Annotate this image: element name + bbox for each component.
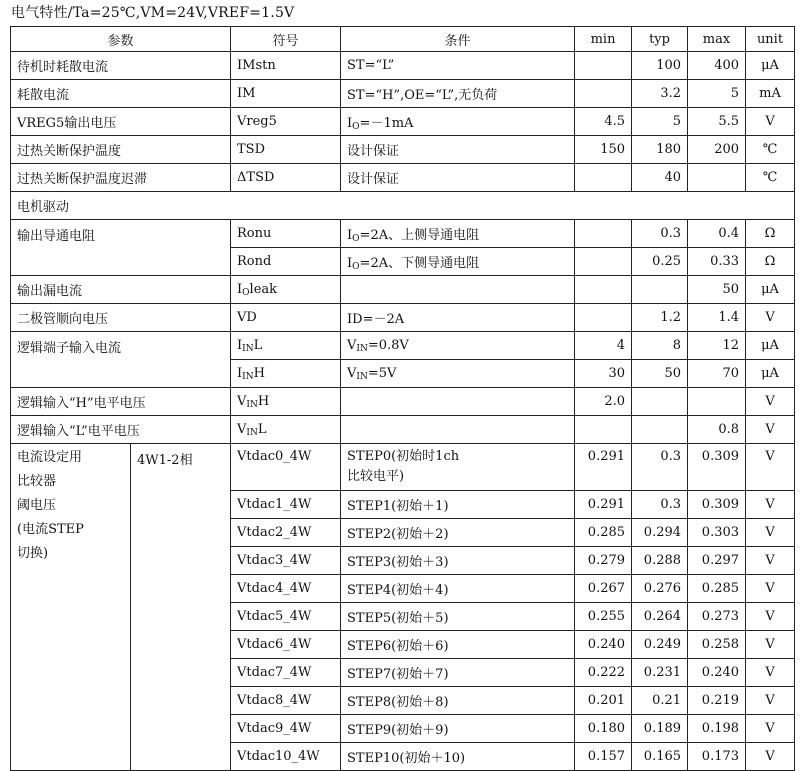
condition-cell: STEP6(初始＋6) — [341, 631, 575, 659]
min-cell: 2.0 — [575, 388, 632, 416]
symbol-cell: Rond — [231, 248, 341, 276]
max-cell: 0.173 — [688, 743, 746, 771]
typ-cell: 0.189 — [632, 715, 688, 743]
unit-cell: V — [746, 575, 795, 603]
symbol-cell: IMstn — [231, 52, 341, 80]
max-cell: 200 — [688, 136, 746, 164]
header-condition: 条件 — [341, 27, 575, 52]
table-row — [11, 164, 795, 192]
table-row — [11, 80, 795, 108]
condition-cell: 设计保证 — [341, 164, 575, 192]
unit-cell: V — [746, 519, 795, 547]
param-cell: 二极管顺向电压 — [11, 304, 231, 332]
symbol-cell: Vtdac5_4W — [231, 603, 341, 631]
condition-cell: 设计保证 — [341, 136, 575, 164]
condition-cell: $I_O=2A$、上侧导通电阻 — [341, 220, 575, 248]
max-cell: 0.285 — [688, 575, 746, 603]
section-row-motor-drive — [11, 192, 795, 220]
min-cell: 0.222 — [575, 659, 632, 687]
max-cell: 0.309 — [688, 444, 746, 491]
unit-cell: μA — [746, 52, 795, 80]
max-cell: 0.273 — [688, 603, 746, 631]
min-cell — [575, 220, 632, 248]
unit-cell: V — [746, 444, 795, 491]
unit-cell: Ω — [746, 248, 795, 276]
min-cell: 0.285 — [575, 519, 632, 547]
condition-cell: STEP4(初始＋4) — [341, 575, 575, 603]
electrical-characteristics-table — [10, 26, 795, 771]
symbol-cell: Vreg5 — [231, 108, 341, 136]
unit-cell: V — [746, 304, 795, 332]
min-cell: 0.279 — [575, 547, 632, 575]
condition-cell: STEP2(初始＋2) — [341, 519, 575, 547]
header-symbol: 符号 — [231, 27, 341, 52]
max-cell: 0.4 — [688, 220, 746, 248]
header-typ: typ — [632, 27, 688, 52]
condition-cell: STEP1(初始＋1) — [341, 491, 575, 519]
unit-cell: mA — [746, 80, 795, 108]
param-cell: 输出导通电阻 — [11, 220, 231, 276]
min-cell: 0.255 — [575, 603, 632, 631]
param-cell-vtdac: 电流设定用 比较器 阈电压 (电流STEP 切换) — [11, 444, 131, 771]
param-cell: VREG5输出电压 — [11, 108, 231, 136]
table-row — [11, 276, 795, 304]
max-cell: 5.5 — [688, 108, 746, 136]
symbol-cell: Vtdac4_4W — [231, 575, 341, 603]
min-cell: 0.267 — [575, 575, 632, 603]
unit-cell: μA — [746, 332, 795, 360]
typ-cell: 0.21 — [632, 687, 688, 715]
condition-cell — [341, 388, 575, 416]
unit-cell: V — [746, 547, 795, 575]
symbol-cell: $V_{IN}H$ — [231, 388, 341, 416]
table-row — [11, 304, 795, 332]
typ-cell: 0.3 — [632, 220, 688, 248]
table-row — [11, 388, 795, 416]
typ-cell: 0.264 — [632, 603, 688, 631]
typ-cell — [632, 388, 688, 416]
max-cell: 0.33 — [688, 248, 746, 276]
table-row — [11, 220, 795, 248]
max-cell: 1.4 — [688, 304, 746, 332]
min-cell — [575, 304, 632, 332]
min-cell — [575, 52, 632, 80]
section-title: 电机驱动 — [11, 192, 795, 220]
max-cell: 0.303 — [688, 519, 746, 547]
table-row — [11, 444, 795, 491]
unit-cell: Ω — [746, 220, 795, 248]
condition-cell: STEP9(初始＋9) — [341, 715, 575, 743]
table-row — [11, 416, 795, 444]
param-cell: 逻辑输入“H”电平电压 — [11, 388, 231, 416]
max-cell: 0.297 — [688, 547, 746, 575]
min-cell — [575, 248, 632, 276]
max-cell: 400 — [688, 52, 746, 80]
symbol-cell: IM — [231, 80, 341, 108]
min-cell: 30 — [575, 360, 632, 388]
condition-cell: $V_{IN}=5V$ — [341, 360, 575, 388]
typ-cell: 0.276 — [632, 575, 688, 603]
condition-cell: STEP5(初始＋5) — [341, 603, 575, 631]
param-cell: 过热关断保护温度 — [11, 136, 231, 164]
unit-cell: V — [746, 743, 795, 771]
symbol-cell: ΔTSD — [231, 164, 341, 192]
condition-cell: ST=“L” — [341, 52, 575, 80]
symbol-cell: Vtdac1_4W — [231, 491, 341, 519]
typ-cell: 0.249 — [632, 631, 688, 659]
param-cell: 过热关断保护温度迟滞 — [11, 164, 231, 192]
min-cell: 0.157 — [575, 743, 632, 771]
max-cell: 70 — [688, 360, 746, 388]
unit-cell: V — [746, 603, 795, 631]
max-cell: 0.240 — [688, 659, 746, 687]
page-title: 电气特性/Ta=25℃,VM=24V,VREF=1.5V — [11, 5, 295, 21]
condition-cell: STEP8(初始＋8) — [341, 687, 575, 715]
typ-cell — [632, 276, 688, 304]
min-cell — [575, 80, 632, 108]
typ-cell: 100 — [632, 52, 688, 80]
unit-cell: V — [746, 659, 795, 687]
symbol-cell: $I_{IN}L$ — [231, 332, 341, 360]
symbol-cell: $I_{IN}H$ — [231, 360, 341, 388]
min-cell — [575, 164, 632, 192]
table-row — [11, 52, 795, 80]
header-max: max — [688, 27, 746, 52]
param-cell: 待机时耗散电流 — [11, 52, 231, 80]
typ-cell — [632, 416, 688, 444]
min-cell: 0.240 — [575, 631, 632, 659]
typ-cell: 180 — [632, 136, 688, 164]
max-cell: 0.8 — [688, 416, 746, 444]
param-cell: 输出漏电流 — [11, 276, 231, 304]
unit-cell: V — [746, 631, 795, 659]
min-cell: 4.5 — [575, 108, 632, 136]
unit-cell: V — [746, 715, 795, 743]
min-cell: 0.180 — [575, 715, 632, 743]
param-cell: 耗散电流 — [11, 80, 231, 108]
condition-cell: STEP3(初始＋3) — [341, 547, 575, 575]
symbol-cell: Vtdac9_4W — [231, 715, 341, 743]
typ-cell: 0.3 — [632, 444, 688, 491]
table-row — [11, 136, 795, 164]
header-param: 参数 — [11, 27, 231, 52]
condition-cell: ID=－2A — [341, 304, 575, 332]
typ-cell: 1.2 — [632, 304, 688, 332]
typ-cell: 0.165 — [632, 743, 688, 771]
symbol-cell: Vtdac2_4W — [231, 519, 341, 547]
table-row — [11, 108, 795, 136]
condition-cell: $I_O=2A$、下侧导通电阻 — [341, 248, 575, 276]
min-cell: 150 — [575, 136, 632, 164]
header-unit: unit — [746, 27, 795, 52]
symbol-cell: $V_{IN}L$ — [231, 416, 341, 444]
symbol-cell: $I_Oleak$ — [231, 276, 341, 304]
typ-cell: 5 — [632, 108, 688, 136]
condition-cell — [341, 276, 575, 304]
symbol-cell: Vtdac0_4W — [231, 444, 341, 491]
symbol-cell: Vtdac3_4W — [231, 547, 341, 575]
unit-cell: V — [746, 687, 795, 715]
unit-cell: V — [746, 491, 795, 519]
min-cell: 4 — [575, 332, 632, 360]
param-cell: 逻辑端子输入电流 — [11, 332, 231, 388]
mode-cell: 4W1-2相 — [131, 444, 231, 771]
min-cell — [575, 276, 632, 304]
symbol-cell: Vtdac10_4W — [231, 743, 341, 771]
header-min: min — [575, 27, 632, 52]
condition-cell: STEP10(初始＋10) — [341, 743, 575, 771]
max-cell: 0.219 — [688, 687, 746, 715]
unit-cell: ℃ — [746, 136, 795, 164]
unit-cell: μA — [746, 276, 795, 304]
typ-cell: 50 — [632, 360, 688, 388]
max-cell: 12 — [688, 332, 746, 360]
typ-cell: 3.2 — [632, 80, 688, 108]
typ-cell: 0.3 — [632, 491, 688, 519]
unit-cell: V — [746, 108, 795, 136]
condition-cell — [341, 416, 575, 444]
symbol-cell: TSD — [231, 136, 341, 164]
table-row — [11, 332, 795, 360]
max-cell: 5 — [688, 80, 746, 108]
header-row — [11, 27, 795, 52]
typ-cell: 0.231 — [632, 659, 688, 687]
min-cell — [575, 416, 632, 444]
typ-cell: 40 — [632, 164, 688, 192]
typ-cell: 8 — [632, 332, 688, 360]
unit-cell: V — [746, 416, 795, 444]
symbol-cell: Ronu — [231, 220, 341, 248]
unit-cell: V — [746, 388, 795, 416]
typ-cell: 0.25 — [632, 248, 688, 276]
symbol-cell: Vtdac7_4W — [231, 659, 341, 687]
max-cell — [688, 164, 746, 192]
min-cell: 0.201 — [575, 687, 632, 715]
symbol-cell: VD — [231, 304, 341, 332]
unit-cell: μA — [746, 360, 795, 388]
condition-cell: STEP7(初始＋7) — [341, 659, 575, 687]
min-cell: 0.291 — [575, 491, 632, 519]
max-cell: 50 — [688, 276, 746, 304]
min-cell: 0.291 — [575, 444, 632, 491]
max-cell: 0.309 — [688, 491, 746, 519]
unit-cell: ℃ — [746, 164, 795, 192]
typ-cell: 0.288 — [632, 547, 688, 575]
max-cell — [688, 388, 746, 416]
param-cell: 逻辑输入“L”电平电压 — [11, 416, 231, 444]
typ-cell: 0.294 — [632, 519, 688, 547]
condition-cell: STEP0(初始时1ch 比较电平) — [341, 444, 575, 491]
condition-cell: $V_{IN}=0.8V$ — [341, 332, 575, 360]
max-cell: 0.198 — [688, 715, 746, 743]
symbol-cell: Vtdac8_4W — [231, 687, 341, 715]
condition-cell: $I_O=-1mA$ — [341, 108, 575, 136]
symbol-cell: Vtdac6_4W — [231, 631, 341, 659]
condition-cell: ST=“H”,OE=“L”,无负荷 — [341, 80, 575, 108]
max-cell: 0.258 — [688, 631, 746, 659]
